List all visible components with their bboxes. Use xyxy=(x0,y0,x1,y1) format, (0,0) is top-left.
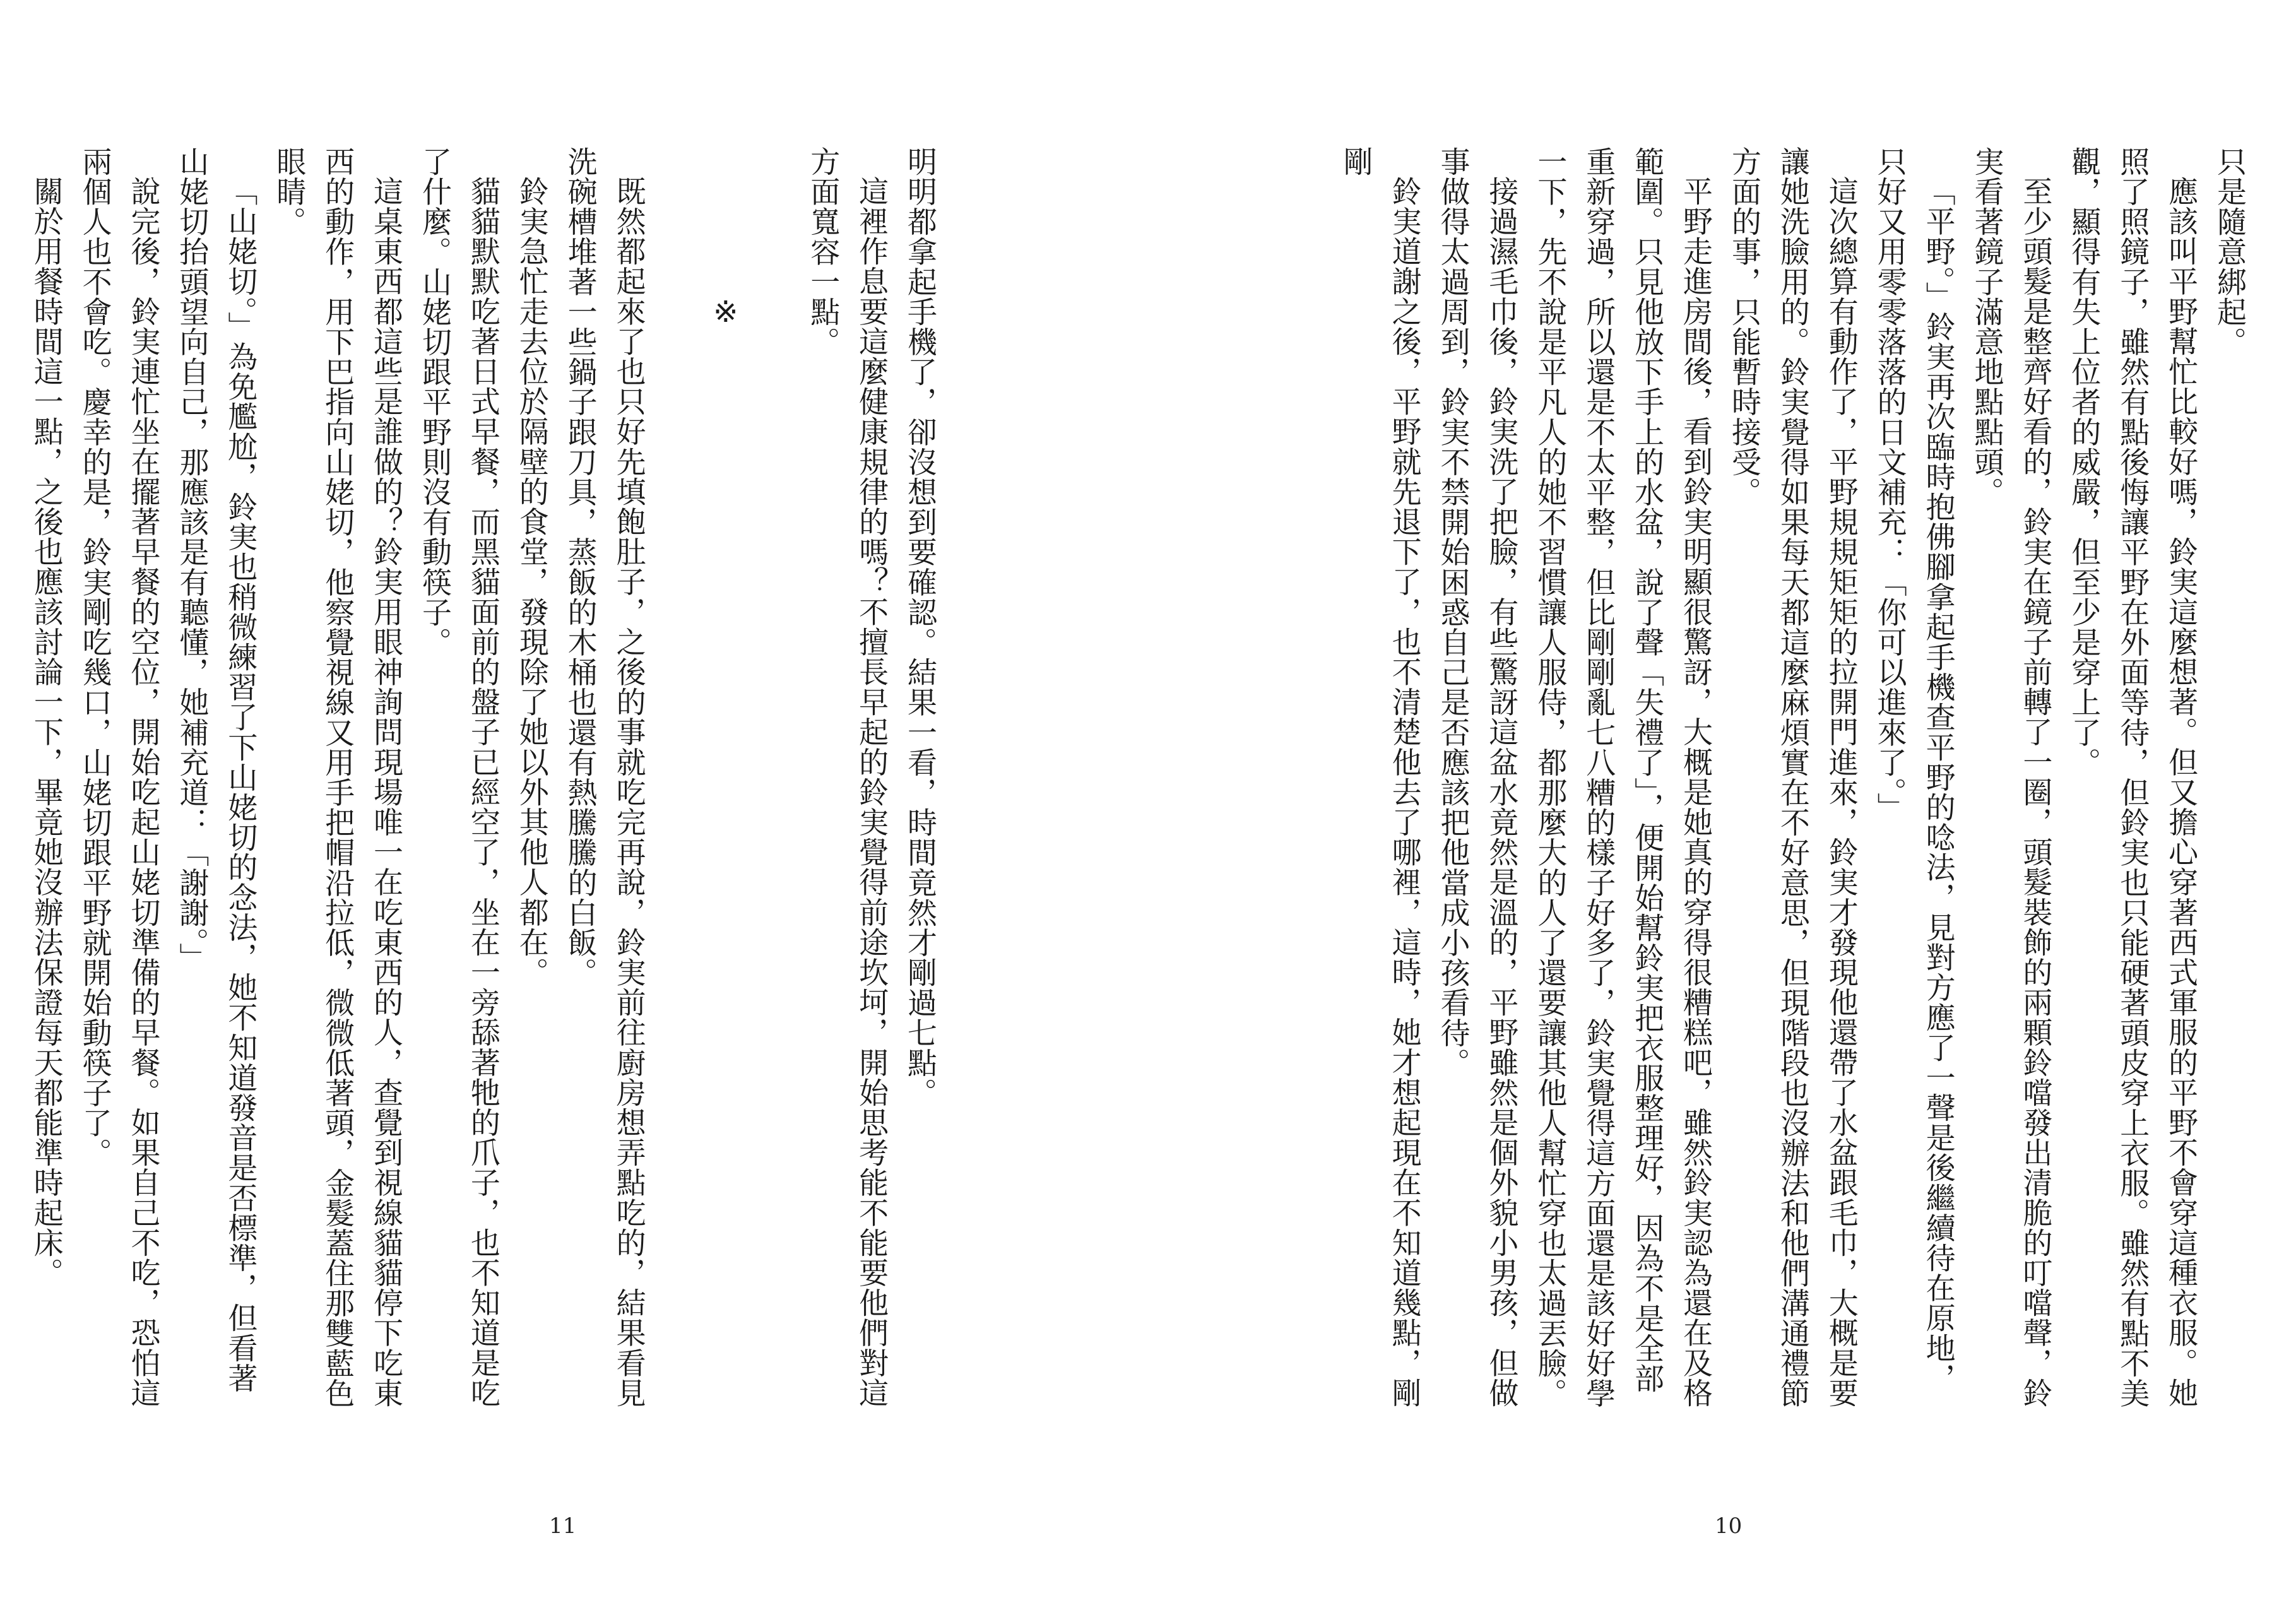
paragraph: 關於用餐時間這一點，之後也應該討論一下，畢竟她沒辦法保證每天都能準時起床。 xyxy=(28,176,64,1288)
paragraph: 鈴実急忙走去位於隔壁的食堂，發現除了她以外其他人都在。 xyxy=(514,176,549,988)
section-break-mark: ※ xyxy=(708,295,743,330)
paragraph: 說完後，鈴実連忙坐在擺著早餐的空位，開始吃起山姥切準備的早餐。如果自己不吃，恐怕這兩個人也不會吃。慶幸的是，鈴実剛吃幾口，山姥切跟平野就開始動筷子了。 xyxy=(77,146,161,1408)
paragraph: 鈴実道謝之後，平野就先退下了，也不清楚他去了哪裡，這時，她才想起現在不知道幾點，剛剛 xyxy=(1338,146,1422,1408)
paragraph: 既然都起來了也只好先填飽肚子，之後的事就吃完再說，鈴実前往廚房想弄點吃的，結果看見洗碗槽堆著一些鍋子跟刀具，蒸飯的木桶也還有熱騰騰的白飯。 xyxy=(562,146,646,1408)
paragraph: 「山姥切。」為免尷尬，鈴実也稍微練習了下山姥切的念法，她不知道發音是否標準，但看著山姥切抬頭望向自己，那應該是有聽懂，她補充道：「謝謝。」 xyxy=(174,146,258,1394)
paragraph: 只是隨意綁起。 xyxy=(2212,146,2247,357)
paragraph: 應該叫平野幫忙比較好嗎，鈴実這麼想著。但又擔心穿著西式軍服的平野不會穿這種衣服。她照了照鏡子，雖然有點後悔讓平野在外面等待，但鈴実也只能硬著頭皮穿上衣服。雖然有點不美觀，顯得有失上位者的威嚴，但至少是穿上了。 xyxy=(2066,146,2199,1409)
paragraph: 這裡作息要這麼健康規律的嗎？不擅長早起的鈴実覺得前途坎坷，開始思考能不能要他們對這方面寬容一點。 xyxy=(805,146,889,1408)
paragraph: 至少頭髮是整齊好看的，鈴実在鏡子前轉了一圈，頭髮裝飾的兩顆鈴噹發出清脆的叮噹聲，鈴実看著鏡子滿意地點點頭。 xyxy=(1969,146,2053,1408)
page-number: 11 xyxy=(549,1513,577,1539)
paragraph: 接過濕毛巾後，鈴実洗了把臉，有些驚訝這盆水竟然是溫的，平野雖然是個外貌小男孩，但做事做得太過周到，鈴実不禁開始困惑自己是否應該把他當成小孩看待。 xyxy=(1435,146,1519,1408)
paragraph: 貓貓默默吃著日式早餐，而黑貓面前的盤子已經空了，坐在一旁舔著牠的爪子，也不知道是吃了什麼。山姥切跟平野則沒有動筷子。 xyxy=(417,146,500,1408)
left-page-text xyxy=(28,146,944,1421)
right-page xyxy=(1148,0,2296,1610)
right-page-text xyxy=(1332,146,2253,1421)
paragraph: 「平野。」鈴実再次臨時抱佛腳拿起手機查平野的唸法，見對方應了一聲是後繼續待在原地，只好又用零零落落的日文補充：「你可以進來了。」 xyxy=(1872,146,1956,1394)
paragraph: 這桌東西都這些是誰做的？鈴実用眼神詢問現場唯一在吃東西的人，查覺到視線貓貓停下吃東西的動作，用下巴指向山姥切，他察覺視線又用手把帽沿拉低，微微低著頭，金髮蓋住那雙藍色眼睛。 xyxy=(271,146,404,1409)
paragraph: 平野走進房間後，看到鈴実明顯很驚訝，大概是她真的穿得很糟糕吧，雖然鈴実認為還在及格範圍。只見他放下手上的水盆，說了聲「失禮了」，便開始幫鈴実把衣服整理好，因為不是全部重新穿過，所以還是不太平整，但比剛剛亂七八糟的樣子好多了，鈴実覺得這方面還是該好好學一下，先不說是平凡人的她不習慣讓人服侍，都那麼大的人了還要讓其他人幫忙穿也太過丟臉。 xyxy=(1532,146,1713,1409)
paragraph: 這次總算有動作了，平野規規矩矩的拉開門進來，鈴実才發現他還帶了水盆跟毛巾，大概是要讓她洗臉用的。鈴実覺得如果每天都這麼麻煩實在不好意思，但現階段也沒辦法和他們溝通禮節方面的事，只能暫時接受。 xyxy=(1726,146,1859,1409)
paragraph: 明明都拿起手機了，卻沒想到要確認。結果一看，時間竟然才剛過七點。 xyxy=(902,146,937,1108)
page-number: 10 xyxy=(1715,1513,1743,1539)
